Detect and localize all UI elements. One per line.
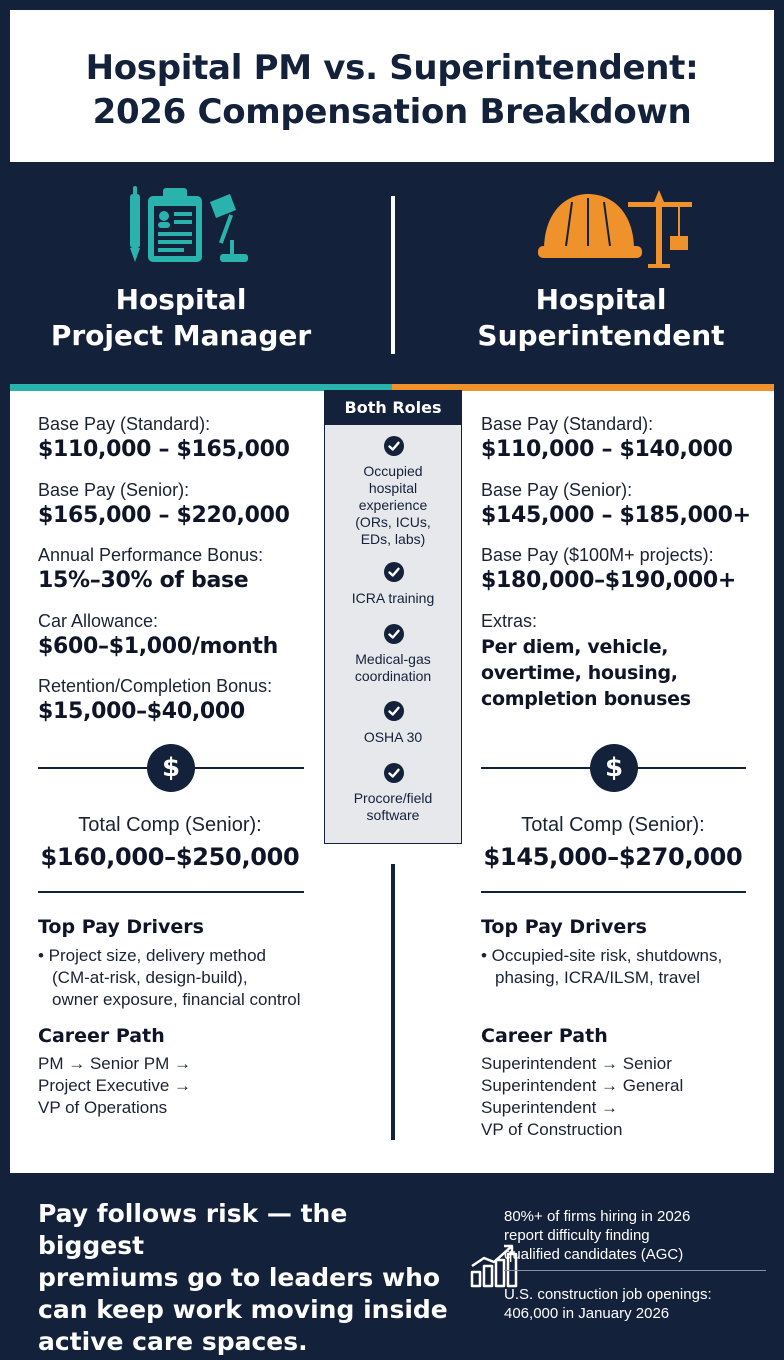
check-icon: [384, 436, 404, 456]
pm-total-label: Total Comp (Senior):: [78, 814, 262, 836]
super-driver-line: • Occupied-site risk, shutdowns,: [481, 946, 723, 965]
super-title-line-1: Hospital: [535, 283, 667, 316]
center-divider: [391, 864, 395, 1140]
super-driver-line: phasing, ICRA/ILSM, travel: [495, 968, 701, 987]
both-item-occupied: [325, 463, 461, 548]
hardhat-crane-icon: [536, 188, 696, 275]
super-total-value: $145,000–$270,000: [483, 843, 743, 871]
quote-line: Pay follows risk — the biggest: [38, 1199, 348, 1260]
super-drivers-text: [481, 945, 722, 989]
super-label-base-standard: Base Pay (Standard):: [481, 414, 654, 434]
page-title: [10, 46, 774, 134]
super-career-heading: Career Path: [481, 1025, 608, 1047]
super-label-base-senior: Base Pay (Senior):: [481, 480, 633, 500]
both-item-medgas: [325, 651, 461, 685]
pm-divider-2: [38, 891, 304, 893]
quote-line: premiums go to leaders who: [38, 1263, 441, 1292]
clipboard-pen-lamp-icon: [124, 184, 254, 273]
title-banner: [10, 10, 774, 162]
both-item-line: EDs, labs): [360, 531, 426, 547]
super-label-extras: Extras:: [481, 611, 538, 631]
super-career-line: Superintendent → General: [481, 1076, 684, 1095]
super-career-line: Superintendent → Senior: [481, 1054, 672, 1073]
pm-driver-line: • Project size, delivery method: [38, 946, 266, 965]
pm-label-base-senior: Base Pay (Senior):: [38, 480, 190, 500]
super-extras-line: overtime, housing,: [481, 662, 678, 684]
pm-label-retention: Retention/Completion Bonus:: [38, 676, 273, 696]
super-role-title: [436, 282, 766, 354]
pm-value-car: $600–$1,000/month: [38, 634, 278, 659]
both-item-line: hospital: [368, 480, 418, 496]
pm-value-retention: $15,000–$40,000: [38, 699, 245, 724]
super-extras-line: completion bonuses: [481, 688, 691, 710]
super-career-line: VP of Construction: [481, 1120, 623, 1139]
pm-drivers-text: [38, 945, 301, 1011]
super-value-base-standard: $110,000 – $140,000: [481, 437, 733, 462]
super-title-line-2: Superintendent: [477, 319, 725, 352]
both-item-line: experience: [358, 497, 428, 513]
super-value-extras: [481, 634, 691, 712]
stat-line: 406,000 in January 2026: [504, 1305, 670, 1322]
title-line-1: Hospital PM vs. Superintendent:: [85, 48, 699, 88]
both-item-osha: OSHA 30: [363, 729, 423, 745]
stat-divider: [504, 1270, 766, 1271]
super-career-line: Superintendent →: [481, 1098, 619, 1117]
super-divider-2: [481, 891, 746, 893]
super-value-base-100m: $180,000–$190,000+: [481, 568, 737, 593]
both-item-line: (ORs, ICUs,: [355, 514, 431, 530]
both-roles-box: [324, 390, 462, 844]
pm-career-line: VP of Operations: [38, 1098, 168, 1117]
super-extras-line: Per diem, vehicle,: [481, 636, 669, 658]
super-drivers-heading: Top Pay Drivers: [481, 916, 647, 938]
pm-title-line-1: Hospital: [115, 283, 247, 316]
pm-title-line-2: Project Manager: [50, 319, 312, 352]
pm-drivers-heading: Top Pay Drivers: [38, 916, 204, 938]
quote-line: can keep work moving inside: [38, 1295, 448, 1324]
super-total-label: Total Comp (Senior):: [521, 814, 705, 836]
pm-value-bonus: 15%–30% of base: [38, 568, 249, 593]
both-item-line: Occupied: [363, 463, 423, 479]
both-item-line: Medical-gas: [355, 651, 431, 667]
pm-label-base-standard: Base Pay (Standard):: [38, 414, 211, 434]
pm-label-car: Car Allowance:: [38, 611, 159, 631]
both-roles-heading: Both Roles: [325, 391, 461, 425]
hero-divider: [391, 196, 395, 354]
stat-line: qualified candidates (AGC): [504, 1246, 684, 1263]
both-item-procore: [325, 790, 461, 824]
pm-driver-line: owner exposure, financial control: [52, 990, 301, 1009]
stat-line: U.S. construction job openings:: [504, 1286, 712, 1303]
pm-career-line: Project Executive →: [38, 1076, 192, 1095]
both-item-line: Procore/field: [353, 790, 433, 806]
pm-value-base-standard: $110,000 – $165,000: [38, 437, 290, 462]
stat-openings: [504, 1285, 774, 1323]
stat-line: report difficulty finding: [504, 1227, 650, 1244]
pm-driver-line: (CM-at-risk, design-build),: [52, 968, 248, 987]
super-career-text: [481, 1053, 683, 1141]
pm-value-base-senior: $165,000 – $220,000: [38, 503, 290, 528]
both-item-line: coordination: [354, 668, 432, 684]
stat-line: 80%+ of firms hiring in 2026: [504, 1208, 691, 1225]
pm-career-line: PM → Senior PM →: [38, 1054, 192, 1073]
pm-career-heading: Career Path: [38, 1025, 165, 1047]
footer-quote: [38, 1198, 458, 1358]
super-dollar-icon: $: [590, 744, 638, 792]
pm-role-title: [16, 282, 346, 354]
super-label-base-100m: Base Pay ($100M+ projects):: [481, 545, 714, 565]
pm-label-bonus: Annual Performance Bonus:: [38, 545, 264, 565]
pm-total-value: $160,000–$250,000: [40, 843, 300, 871]
both-item-line: software: [366, 807, 420, 823]
both-item-icra: ICRA training: [351, 590, 435, 606]
pm-career-text: [38, 1053, 191, 1119]
check-icon: [384, 763, 404, 783]
super-value-base-senior: $145,000 – $185,000+: [481, 503, 751, 528]
quote-line: active care spaces.: [38, 1327, 308, 1356]
stat-hiring: [504, 1207, 774, 1264]
check-icon: [384, 701, 404, 721]
pm-dollar-icon: $: [147, 744, 195, 792]
check-icon: [384, 624, 404, 644]
check-icon: [384, 562, 404, 582]
title-line-2: 2026 Compensation Breakdown: [92, 92, 692, 132]
